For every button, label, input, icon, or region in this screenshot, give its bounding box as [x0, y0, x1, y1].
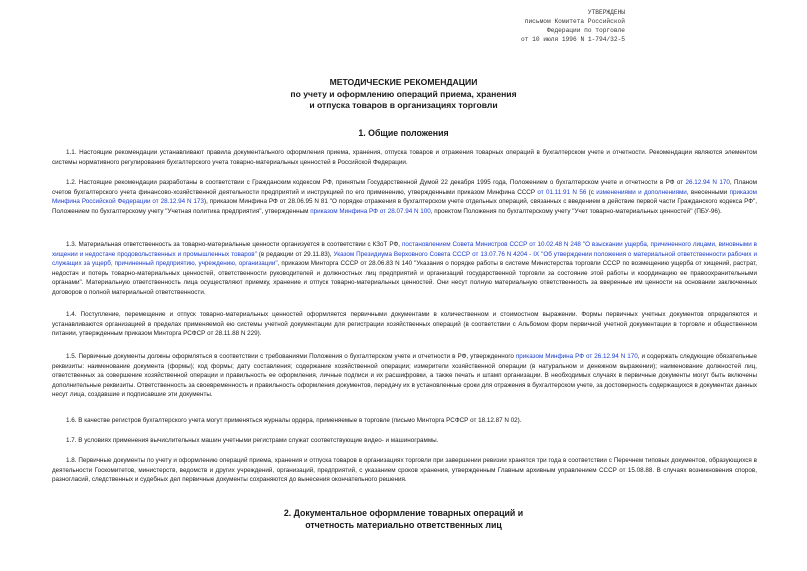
paragraph-text: (в редакции от 29.11.83), [256, 250, 334, 258]
document-link[interactable]: Указом Президиума Верховного Совета СССР от 13.07.76 N 4204 - IX "Об утверждении положения о материальной ответственности рабочих и служащих за ущерб, причиненный предприятию, учреждению, организации" [52, 250, 758, 268]
document-link[interactable]: приказом Минфина Российской Федерации от 28.12.94 N 173 [52, 188, 757, 206]
paragraph-1-8: 1.8. Первичные документы по учету и оформлению операций приема, хранения и отпуска товаров в организациях торговли при завершении ревизии хранятся три года в соответствии с Перечнем типовых документов, образующихся в деятельности Госкомитетов, министерств, ведомств и других учреждений, организаций, предприятий, с указанием сроков хранения, утвержденным Главным архивным управлением СССР от 15.08.88. В случаях возникновения споров, разногласий, следственных и судебных дел первичные документы сохраняются до вынесения окончательного решения. [52, 457, 757, 484]
document-link[interactable]: приказом Минфина РФ от 26.12.94 N 170 [515, 353, 638, 360]
section-heading: 1. Общие положения [358, 128, 449, 138]
approval-line: письмом Комитета Российской [524, 18, 625, 25]
paragraph-text: ), приказом Минфина РФ от 28.06.95 N 81 "О порядке отражения в бухгалтерском учете отдельных операций, связанных с введением в действие первой части Гражданского кодекса РФ", Положением по бухгалтерскому учету "Учетная политика предприятия", утвержденным [52, 198, 758, 215]
paragraph-1-6: 1.6. В качестве регистров бухгалтерского учета могут применяться журналы ордера, применяемые в торговле (письмо Минторга РСФСР от 18.12.87 N 02). [66, 417, 522, 424]
section-heading-line: 2. Документальное оформление товарных операций и [283, 508, 524, 518]
paragraph-text: (с [586, 188, 597, 196]
paragraph-text: , внесенными [686, 188, 730, 196]
approval-stamp [521, 8, 625, 44]
paragraph-1-3 [52, 240, 757, 298]
document-link[interactable]: приказом Минфина РФ от 28.07.94 N 100 [310, 207, 431, 215]
paragraph-1-5 [52, 352, 757, 400]
paragraph-1-2 [52, 178, 757, 216]
document-title-line: и отпуска товаров в организациях торговли [309, 100, 498, 110]
approval-line: Федерации по торговле [547, 27, 625, 34]
approval-line: УТВЕРЖДЕНЫ [587, 9, 625, 16]
document-title [0, 77, 807, 112]
document-link[interactable]: постановлением Совета Министров СССР от 10.02.48 N 248 "О взыскании ущерба, причиненного лицами, виновными в хищении и недостаче продовольственных и промышленных товаров" [52, 241, 758, 258]
paragraph-1-7: 1.7. В условиях применения вычислительных машин учетными регистрами служат соответствующие видео- и машинограммы. [66, 437, 439, 444]
paragraph-text: , Планом счетов бухгалтерского учета финансово-хозяйственной деятельности предприятий и инструкцией по его применению, утвержденными приказом Минфина СССР [52, 179, 758, 196]
paragraph-text: , приказом Минторга СССР от 28.06.83 N 140 "Указания о порядке работы в системе Министерства торговли СССР по возмещению ущерба от хищений, растрат, недостач и потерь товарно-материальных ценностей, ответственности руководителей и должностных лиц предприятий и организаций государственной торговли за состояние этой работы и координацию ее правоохранительными органами". Материальную ответственность лица осуществляют приемку, хранение и отпуск товарно-материальных ценностей. Они несут полную материальную ответственность за вверенные им ценности на основании заключенных договоров о полной материальной ответственности. [52, 260, 757, 296]
document-link[interactable]: от 01.11.91 N 56 [537, 188, 587, 196]
section-heading [0, 508, 807, 531]
document-link[interactable]: 26.12.94 N 170 [685, 179, 730, 186]
paragraph-text: , и содержать следующие обязательные реквизиты: наименование документа (формы); код формы; дату составления; содержание хозяйственной операции; измерители хозяйственной операции (в натуральном и денежном выражении); наименование должностей лиц, ответственных за совершение хозяйственной операции и правильность ее оформления, личные подписи и их расшифровки, а также печать и штамп организации. В необходимых случаях в первичные документы могут быть включены дополнительные реквизиты. Ответственность за своевременность и правильность оформления документов, передачу их в установленные сроки для отражения в бухгалтерском учете, за достоверность содержащихся в документах данных несут лица, создавшие и подписавшие эти документы. [52, 353, 757, 399]
paragraph-1-1: 1.1. Настоящие рекомендации устанавливают правила документального оформления приема, хранения, отпуска товаров и отражения товарных операций в бухгалтерском учете и отчетности. Рекомендации являются элементом системы нормативного регулирования бухгалтерского учета товарно-материальных ценностей в Российской Федерации. [52, 149, 757, 166]
paragraph-text: 1.3. Материальная ответственность за товарно-материальные ценности организуется в соответствии с КЗоТ РФ, [66, 241, 402, 248]
paragraph-1-4: 1.4. Поступление, перемещение и отпуск товарно-материальных ценностей оформляется первичными документами в количественном и стоимостном выражении. Формы первичных учетных документов определяются и устанавливаются организацией в пределах применяемой ею системы учетной документации для регистрации хозяйственных операций (в соответствии с Альбомом форм первичной учетной документации в торговле и общественном питании, утвержденным приказом Минторга РСФСР от 28.11.88 N 229). [52, 311, 757, 338]
document-title-line: по учету и оформлению операций приема, хранения [290, 88, 517, 99]
paragraph-text: 1.5. Первичные документы должны оформляться в соответствии с требованиями Положения о бухгалтерском учете и отчетности в РФ, утвержденного [66, 353, 516, 360]
document-link[interactable]: изменениями и дополнениями [596, 188, 687, 196]
approval-line: от 10 июля 1996 N 1-794/32-5 [521, 36, 625, 43]
section-heading-line: отчетность материально ответственных лиц [305, 519, 502, 530]
paragraph-text: 1.2. Настоящие рекомендации разработаны в соответствии с Гражданским кодексом РФ, принятым Государственной Думой 22 декабря 1995 года, Положением о бухгалтерском учете и отчетности в РФ от [66, 179, 686, 186]
paragraph-text: , проектом Положения по бухгалтерскому учету "Учет товарно-материальных ценностей" (ПБУ-96). [430, 207, 722, 215]
document-title-line: МЕТОДИЧЕСКИЕ РЕКОМЕНДАЦИИ [329, 77, 478, 87]
